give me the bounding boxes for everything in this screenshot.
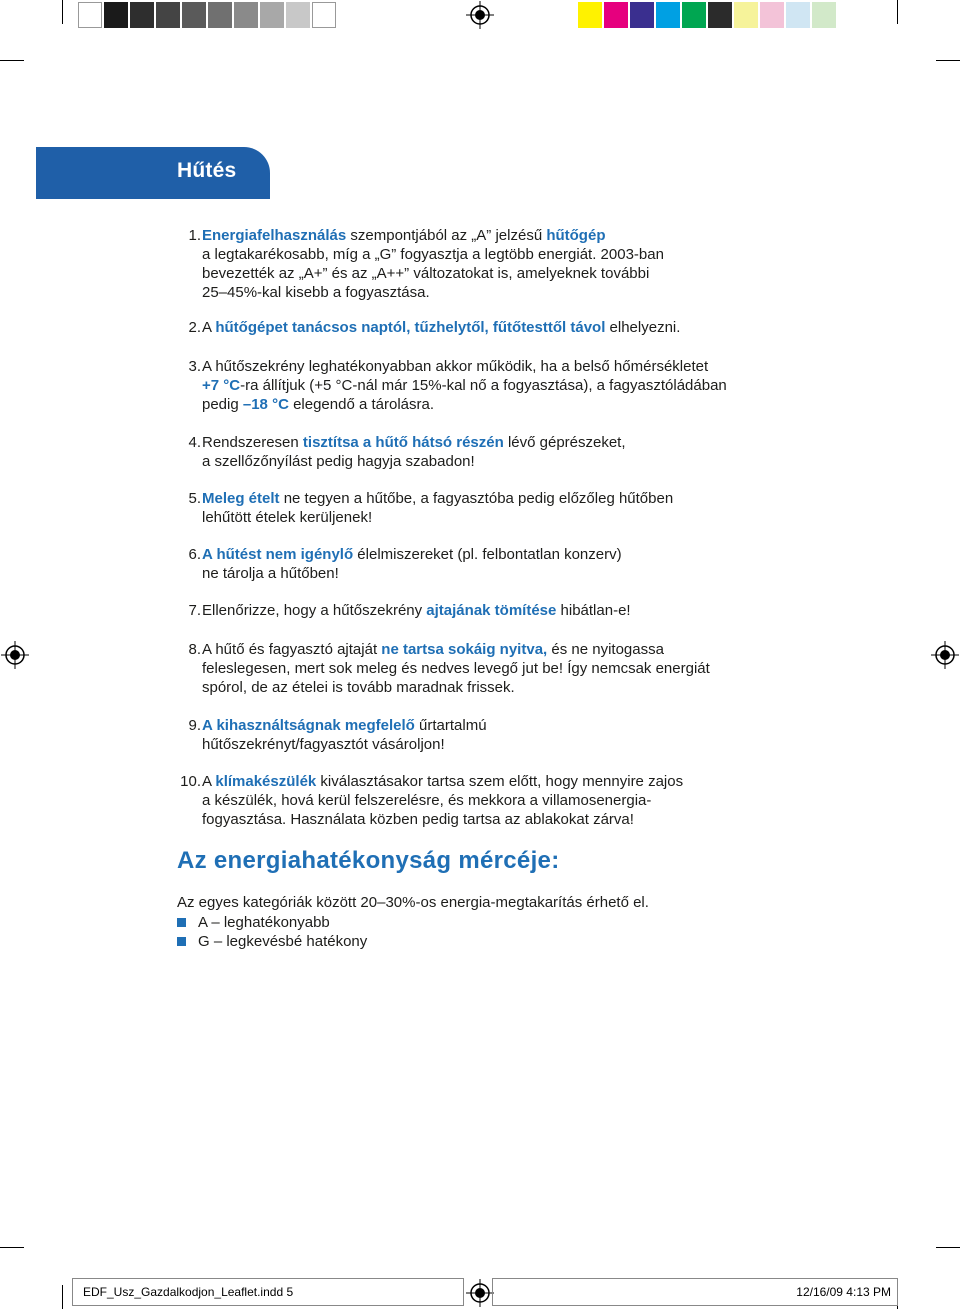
tip-text-run: Ellenőrizze, hogy a hűtőszekrény [202,602,427,619]
tip-text-run: kiválasztásakor tartsa szem előtt, hogy mennyire zajos [316,773,684,790]
tip-number: 1. [188,227,201,244]
color-swatch [312,2,336,28]
tip-text-run: bevezették az „A+” és az „A++” változatokat is, amelyeknek további [202,265,650,282]
crop-mark [936,60,960,61]
section-title: Hűtés [177,159,237,182]
tip-text [202,601,802,620]
tip-text [202,226,802,302]
square-bullet-icon [177,937,186,946]
color-swatch [812,2,836,28]
color-swatch [182,2,206,28]
tip-number: 4. [188,434,201,451]
section-header-tab [36,147,270,199]
tip-text-run: 25–45%-kal kisebb a fogyasztása. [202,284,430,301]
color-swatch [734,2,758,28]
color-swatch [234,2,258,28]
bullet-item: A – leghatékonyabb [177,914,330,931]
tip-text-run: fogyasztása. Használata közben pedig tartsa az ablakokat zárva! [202,811,634,828]
color-swatch [208,2,232,28]
color-swatch [786,2,810,28]
tip-text-run: A [202,319,216,336]
tip-text-run: a legtakarékosabb, míg a „G” fogyasztja a legtöbb energiát. 2003-ban [202,246,664,263]
crop-mark [62,0,63,24]
tip-number: 6. [188,546,201,563]
highlighted-phrase: +7 °C [202,377,241,394]
tip-text-run: A hűtőszekrény leghatékonyabban akkor működik, ha a belső hőmérsékletet [202,358,709,375]
color-swatch [130,2,154,28]
color-swatch [604,2,628,28]
color-swatch [708,2,732,28]
crop-mark [0,60,24,61]
tip-number: 3. [188,358,201,375]
tip-text-run: hűtőszekrényt/fagyasztót vásároljon! [202,736,445,753]
tip-number: 7. [188,602,201,619]
tip-text-run: a szellőzőnyílást pedig hagyja szabadon! [202,453,475,470]
crop-mark [936,1247,960,1248]
registration-mark-icon [466,1279,494,1307]
crop-mark [0,1247,24,1248]
tip-text [202,433,802,471]
tip-text-run: ne tárolja a hűtőben! [202,565,339,582]
highlighted-phrase: –18 °C [242,396,289,413]
tip-number: 9. [188,717,201,734]
highlighted-phrase: ne tartsa sokáig nyitva, [381,641,548,658]
tip-text [202,357,802,414]
registration-mark-icon [1,641,29,669]
tip-text-run: lévő géprészeket, [503,434,626,451]
tip-text [202,489,802,527]
tip-text-run: pedig [202,396,243,413]
tip-number: 5. [188,490,201,507]
registration-mark-icon [931,641,959,669]
tip-text-run: A hűtő és fagyasztó ajtaját [202,641,382,658]
highlighted-phrase: ajtajának tömítése [426,602,557,619]
highlighted-phrase: Energiafelhasználás [202,227,347,244]
tip-text [202,772,802,829]
tip-text-run: élelmiszereket (pl. felbontatlan konzerv) [353,546,622,563]
highlighted-phrase: A hűtést nem igénylő [202,546,354,563]
tip-text-run: űrtartalmú [414,717,487,734]
tip-text-run: ne tegyen a hűtőbe, a fagyasztóba pedig előzőleg hűtőben [279,490,674,507]
color-swatch [156,2,180,28]
color-swatch [682,2,706,28]
tip-text [202,545,802,583]
color-swatch [760,2,784,28]
bullet-item: G – legkevésbé hatékony [177,933,367,950]
tip-text-run: spórol, de az ételei is tovább maradnak frissek. [202,679,515,696]
tip-text-run: hibátlan-e! [556,602,631,619]
efficiency-heading: Az energiahatékonyság mércéje: [177,847,560,874]
highlighted-phrase: klímakészülék [215,773,317,790]
tip-text [202,640,802,697]
highlighted-phrase: hűtőgépet tanácsos naptól, tűzhelytől, fűtőtesttől távol [215,319,606,336]
color-swatch [260,2,284,28]
tip-text-run: A [202,773,216,790]
color-swatch [578,2,602,28]
crop-mark [897,0,898,24]
tip-number: 2. [188,319,201,336]
color-swatch [78,2,102,28]
tip-text-run: a készülék, hová kerül felszerelésre, és mekkora a villamosenergia- [202,792,652,809]
footer-filename: EDF_Usz_Gazdalkodjon_Leaflet.indd 5 [72,1278,464,1306]
tip-text [202,318,802,337]
efficiency-intro: Az egyes kategóriák között 20–30%-os energia-megtakarítás érhető el. [177,894,649,911]
tip-text-run: és ne nyitogassa [547,641,664,658]
highlighted-phrase: hűtőgép [546,227,606,244]
highlighted-phrase: A kihasználtságnak megfelelő [202,717,415,734]
tip-text-run: lehűtött ételek kerüljenek! [202,509,373,526]
tip-text-run: elegendő a tárolásra. [288,396,435,413]
color-swatch [286,2,310,28]
tip-text-run: -ra állítjuk (+5 °C-nál már 15%-kal nő a fogyasztása), a fagyasztóládában [240,377,727,394]
tip-text-run: Rendszeresen [202,434,303,451]
highlighted-phrase: tisztítsa a hűtő hátsó részén [302,434,504,451]
highlighted-phrase: Meleg ételt [202,490,280,507]
tip-text [202,716,802,754]
registration-mark-icon [466,1,494,29]
tip-number: 8. [188,641,201,658]
square-bullet-icon [177,918,186,927]
color-swatch [656,2,680,28]
tip-text-run: feleslegesen, mert sok meleg és nedves levegő jut be! Így nemcsak energiát [202,660,710,677]
tip-number: 10. [180,773,201,790]
color-swatch [630,2,654,28]
tip-text-run: elhelyezni. [605,319,681,336]
footer-timestamp: 12/16/09 4:13 PM [492,1278,898,1306]
gray-swatch-strip [78,2,338,28]
tip-text-run: szempontjából az „A” jelzésű [346,227,547,244]
color-swatch-strip [578,2,838,28]
color-swatch [104,2,128,28]
crop-mark [62,1285,63,1309]
